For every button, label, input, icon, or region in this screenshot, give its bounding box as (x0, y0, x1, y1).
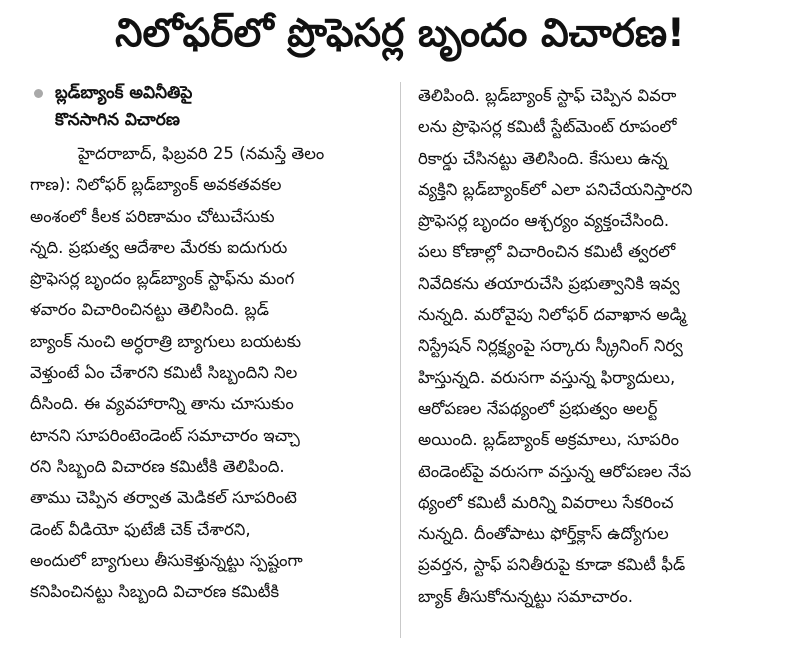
body-line: హైదరాబాద్, ఫిబ్రవరి 25 (నమస్తే తెలం (78, 144, 325, 163)
article-subheading (30, 80, 382, 134)
body-line: రని సిబ్బంది విచారణ కమిటీకి తెలిపింది. (30, 456, 285, 476)
body-line: కనిపించినట్టు సిబ్బంది విచారణ కమిటీకి (30, 582, 280, 602)
body-line: నున్నది. దీంతోపాటు ఫోర్త్‌క్లాస్ ఉద్యోగుల (418, 524, 669, 544)
body-line: హిస్తున్నది. వరుసగా వస్తున్న ఫిర్యాదులు, (418, 367, 676, 387)
body-line: అందులో బ్యాగులు తీసుకెళ్తున్నట్టు స్పష్టంగా (30, 550, 303, 570)
body-line: వెళ్తుంటే ఏం చేశారని కమిటీ సిబ్బందిని నిల (30, 363, 298, 383)
body-line: గాణ): నిలోఫర్ బ్లడ్‌బ్యాంక్ అవకతవకల (30, 175, 282, 195)
body-line: లను ప్రొఫెసర్ల కమిటీ స్టేట్‌మెంట్ రూపంలో (418, 117, 677, 137)
body-line: ఆరోపణల నేపథ్యంలో ప్రభుత్వం అలర్ట్ (418, 398, 658, 418)
body-line: అయింది. బ్లడ్‌బ్యాంక్ అక్రమాలు, సూపరిం (418, 430, 680, 450)
article-right-column (418, 80, 772, 612)
article-headline: నిలోఫర్‌లో ప్రొఫెసర్ల బృందం విచారణ! (115, 11, 685, 56)
body-line: టానని సూపరింటెండెంట్ సమాచారం ఇచ్చా (30, 425, 300, 445)
body-line: అంశంలో కీలక పరిణామం చోటుచేసుకు (30, 206, 275, 226)
body-line: బ్యాంక్ నుంచి అర్ధరాత్రి బ్యాగులు బయటకు (30, 331, 302, 351)
subheading-line: కొనసాగిన విచారణ (55, 110, 180, 130)
body-line: ప్రొఫెసర్ల బృందం బ్లడ్‌బ్యాంక్ స్టాఫ్‌ను మంగ (30, 269, 295, 289)
body-line: నున్నది. మరోవైపు నిలోఫర్ దవాఖాన అడ్మి (418, 305, 687, 325)
body-line: దీసింది. ఈ వ్యవహారాన్ని తాను చూసుకుం (30, 394, 294, 414)
article-left-column (30, 80, 382, 607)
body-line: న్నది. ప్రభుత్వ ఆదేశాల మేరకు ఐదుగురు (30, 237, 288, 257)
body-line: రికార్డు చేసినట్టు తెలిసింది. కేసులు ఉన్న (418, 148, 668, 168)
body-line: నివేదికను తయారుచేసి ప్రభుత్వానికి ఇవ్వ (418, 273, 680, 293)
body-line: డెంట్ వీడియో ఫుటేజీ చెక్ చేశారని, (30, 519, 251, 539)
body-line: ళవారం విచారించినట్టు తెలిసింది. బ్లడ్ (30, 300, 269, 320)
bullet-dot-icon (34, 89, 43, 98)
body-line: నిస్ట్రేషన్ నిర్లక్ష్యంపై సర్కారు స్క్రీనింగ్ నిర్వ (418, 336, 683, 356)
body-line: తెలిపింది. బ్లడ్‌బ్యాంక్ స్టాఫ్ చెప్పిన వివరా (418, 86, 677, 105)
body-line: తాము చెప్పిన తర్వాత మెడికల్ సూపరింటె (30, 488, 297, 508)
body-line: టెండెంట్‌పై వరుసగా వస్తున్న ఆరోపణల నేప (418, 461, 692, 481)
body-line: బ్యాక్ తీసుకోనున్నట్టు సమాచారం. (418, 586, 634, 606)
subheading-line: బ్లడ్‌బ్యాంక్ అవినీతిపై (55, 83, 193, 103)
body-line: పలు కోణాల్లో విచారించిన కమిటీ త్వరలో (418, 242, 676, 262)
body-line: థ్యంలో కమిటీ మరిన్ని వివరాలు సేకరించ (418, 492, 674, 512)
body-line: ప్రవర్తన, స్టాఫ్ పనితీరుపై కూడా కమిటీ ఫీడ్ (418, 555, 686, 575)
body-line: ప్రొఫెసర్ల బృందం ఆశ్చర్యం వ్యక్తంచేసింది. (418, 211, 670, 231)
body-line: వ్యక్తిని బ్లడ్‌బ్యాంక్‌లో ఎలా పనిచేయనిస్తారని (418, 179, 693, 199)
column-divider (400, 82, 401, 638)
